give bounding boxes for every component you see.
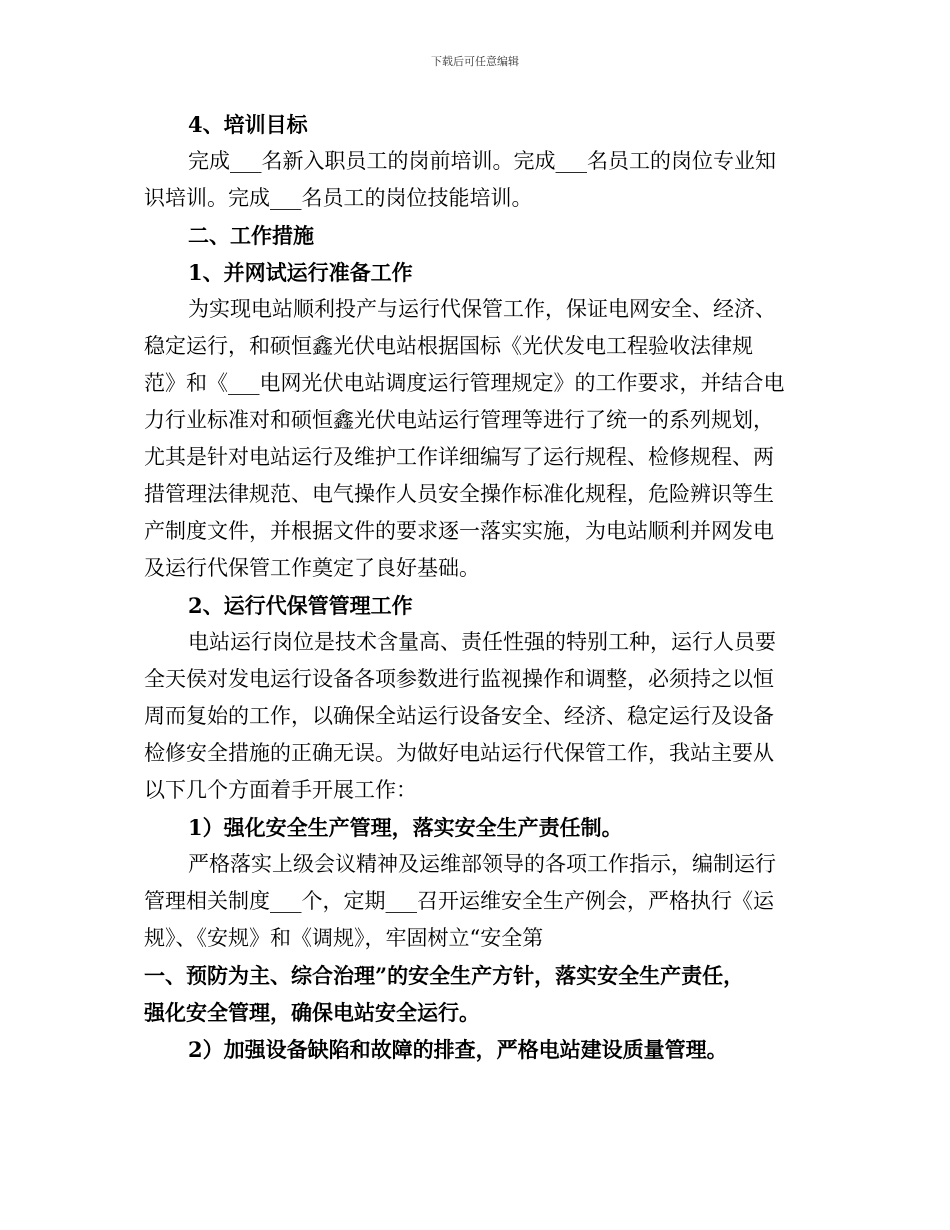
heading-training-goals: 4、培训目标: [188, 112, 308, 137]
paragraph-line: 尤其是针对电站运行及维护工作详细编写了运行规程、检修规程、两: [144, 445, 774, 469]
paragraph-line: 以下几个方面着手开展工作：: [144, 778, 417, 802]
paragraph-line: 为实现电站顺利投产与运行代保管工作，保证电网安全、经济、: [188, 297, 776, 321]
paragraph-line: 全天侯对发电运行设备各项参数进行监视操作和调整，必须持之以恒: [144, 667, 774, 691]
document-body: [144, 106, 812, 1068]
paragraph-line: 周而复始的工作，以确保全站运行设备安全、经济、稳定运行及设备: [144, 704, 774, 728]
heading-safety-management: 1）强化安全生产管理，落实安全生产责任制。: [188, 815, 623, 840]
paragraph-line: 管理相关制度___个，定期___召开运维安全生产例会，严格执行《运: [144, 889, 774, 913]
heading-work-measures: 二、工作措施: [188, 223, 314, 248]
heading-grid-trial-prep: 1、并网试运行准备工作: [188, 260, 413, 285]
paragraph-line: 力行业标准对和硕恒鑫光伏电站运行管理等进行了统一的系列规划，: [144, 408, 774, 432]
paragraph-line: 范》和《___电网光伏电站调度运行管理规定》的工作要求，并结合电: [144, 371, 785, 395]
paragraph-line: 及运行代保管工作奠定了良好基础。: [144, 556, 480, 580]
heading-defect-inspection: 2）加强设备缺陷和故障的排查，严格电站建设质量管理。: [188, 1037, 728, 1062]
page-header: 下载后可任意编辑: [431, 55, 519, 68]
paragraph-line: 规》、《安规》和《调规》，牢固树立“安全第: [144, 926, 544, 950]
paragraph-line: 产制度文件，并根据文件的要求逐一落实实施，为电站顺利并网发电: [144, 519, 774, 543]
paragraph-line: 严格落实上级会议精神及运维部领导的各项工作指示，编制运行: [188, 852, 776, 876]
paragraph-line: 识培训。完成___名员工的岗位技能培训。: [144, 186, 533, 210]
paragraph-line: 措管理法律规范、电气操作人员安全操作标准化规程，危险辨识等生: [144, 482, 774, 506]
paragraph-line: 检修安全措施的正确无误。为做好电站运行代保管工作，我站主要从: [144, 741, 774, 765]
paragraph-line-bold: 一、预防为主、综合治理”的安全生产方针，落实安全生产责任，: [144, 963, 745, 988]
heading-operation-custody: 2、运行代保管管理工作: [188, 593, 413, 618]
paragraph-line: 电站运行岗位是技术含量高、责任性强的特别工种，运行人员要: [188, 630, 776, 654]
paragraph-line: 完成___名新入职员工的岗前培训。完成___名员工的岗位专业知: [188, 149, 776, 173]
paragraph-line-bold: 强化安全管理，确保电站安全运行。: [144, 1000, 480, 1025]
paragraph-line: 稳定运行，和硕恒鑫光伏电站根据国标《光伏发电工程验收法律规: [144, 334, 753, 358]
